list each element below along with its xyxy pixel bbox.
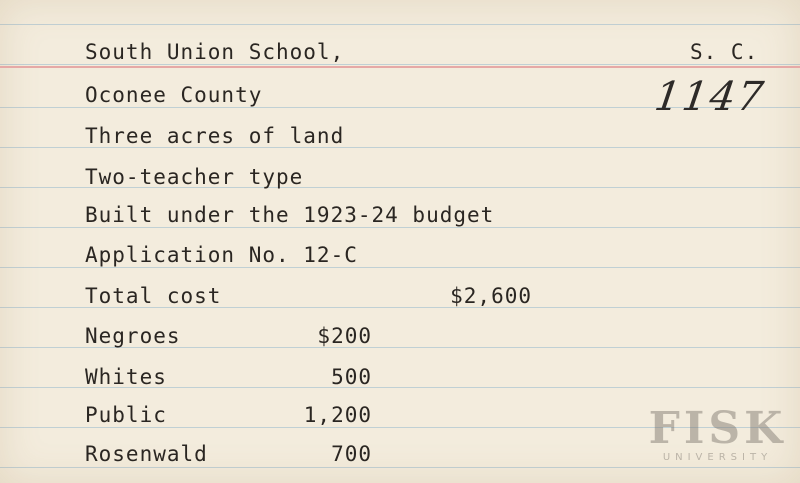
handwritten-card-number: 1147 [651,74,769,120]
contribution-value: $200 [317,324,372,348]
contribution-label: Whites [85,365,167,389]
watermark-name: FISK [648,403,787,454]
county-line: Oconee County [85,83,263,107]
contribution-value: 1,200 [303,403,372,427]
contribution-label: Rosenwald [85,442,208,466]
type-line: Two-teacher type [85,165,304,189]
contribution-label: Public [85,403,167,427]
watermark-subtitle: UNIVERSITY [662,452,773,463]
contribution-value: 700 [331,442,372,466]
land-line: Three acres of land [85,124,345,148]
contribution-label: Negroes [85,324,181,348]
total-cost-label: Total cost [85,284,222,308]
budget-line: Built under the 1923-24 budget [85,203,495,227]
school-name: South Union School, [85,40,345,64]
total-cost-value: $2,600 [450,284,532,308]
contribution-value: 500 [331,365,372,389]
state-abbreviation: S. C. [690,40,759,64]
application-line: Application No. 12-C [85,243,358,267]
fisk-university-watermark [640,403,795,464]
red-header-rule [0,66,800,68]
